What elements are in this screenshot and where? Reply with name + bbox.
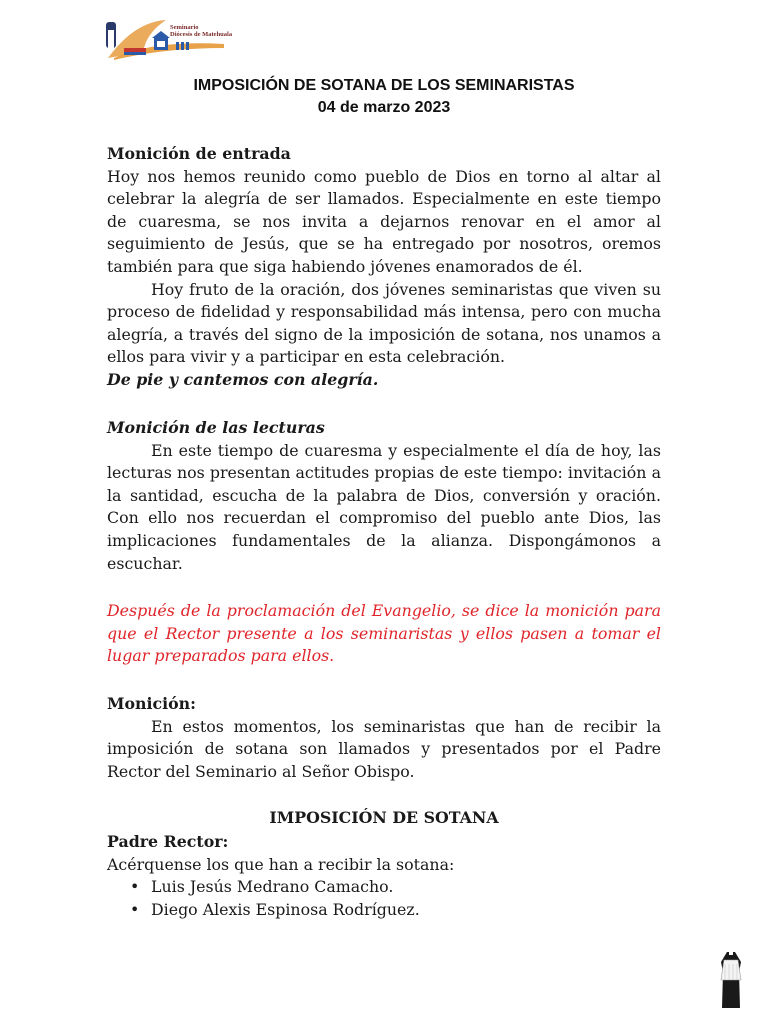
monicion-heading: Monición: xyxy=(107,694,196,713)
logo-line1: Seminario xyxy=(170,24,199,31)
names-list xyxy=(107,876,661,921)
imposicion-intro: Acérquense los que han a recibir la sotana: xyxy=(107,854,455,874)
section-imposicion xyxy=(107,831,661,921)
entrada-paragraph-1: Hoy nos hemos reunido como pueblo de Dios en torno al altar al celebrar la alegría de ser llamados. Especialmente en este tiempo de cuaresma, se nos invita a dejarnos renovar en el amor al seguimiento de Jesús, que se ha entregado por nosotros, oremos también para que siga habiendo jóvenes enamorados de él. xyxy=(107,166,661,276)
page-title: IMPOSICIÓN DE SOTANA DE LOS SEMINARISTAS xyxy=(193,77,575,94)
speaker-label: Padre Rector: xyxy=(107,832,229,851)
lecturas-paragraph: En este tiempo de cuaresma y especialmente el día de hoy, las lecturas nos presentan actitudes propias de este tiempo: invitación a la santidad, escucha de la palabra de Dios, conversión y oración. Con ello nos recuerdan el compromiso del pueblo ante Dios, las implicaciones fundamentales de la alianza. Dispongámonos a escuchar. xyxy=(107,440,661,573)
page-date: 04 de marzo 2023 xyxy=(317,99,451,116)
entrada-heading: Monición de entrada xyxy=(107,144,291,163)
section-rubric xyxy=(107,600,661,668)
entrada-instruction: De pie y cantemos con alegría. xyxy=(107,369,379,389)
logo-line2: Diócesis de Matehuala xyxy=(170,31,233,38)
seminary-logo xyxy=(104,14,234,64)
section-entrada xyxy=(107,143,661,392)
seminary-logo-icon xyxy=(104,14,234,64)
cassock-icon xyxy=(719,950,743,1012)
lecturas-heading: Monición de las lecturas xyxy=(107,418,325,437)
imposicion-heading: IMPOSICIÓN DE SOTANA xyxy=(269,808,499,827)
entrada-paragraph-2: Hoy fruto de la oración, dos jóvenes seminaristas que viven su proceso de fidelidad y responsabilidad más intensa, pero con mucha alegría, a través del signo de la imposición de sotana, nos unamos a ellos para vivir y a participar en esta celebración. xyxy=(107,279,661,367)
list-item: • Luis Jesús Medrano Camacho. xyxy=(151,876,661,899)
section-monicion xyxy=(107,693,661,783)
logo-text xyxy=(170,24,232,38)
rubric-text: Después de la proclamación del Evangelio, se dice la monición para que el Rector presente a los seminaristas y ellos pasen a tomar el lugar preparados para ellos. xyxy=(107,601,661,666)
list-item: • Diego Alexis Espinosa Rodríguez. xyxy=(151,899,661,922)
monicion-paragraph: En estos momentos, los seminaristas que han de recibir la imposición de sotana son llamados y presentados por el Padre Rector del Seminario al Señor Obispo. xyxy=(107,716,661,781)
section-lecturas xyxy=(107,417,661,575)
